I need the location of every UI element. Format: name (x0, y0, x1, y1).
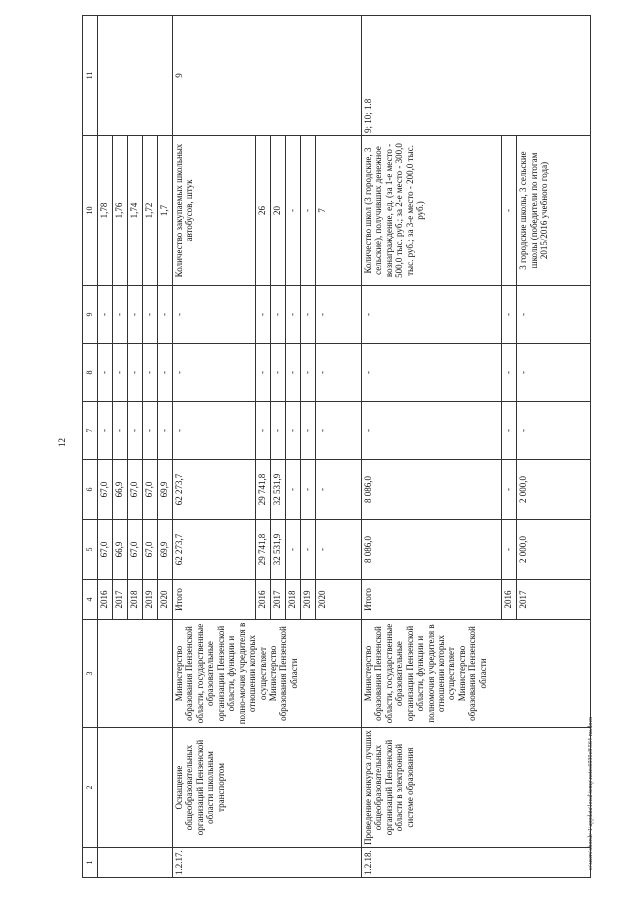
value-cell: 67,0 (128, 460, 143, 520)
value-cell: - (128, 286, 143, 344)
value-cell: - (502, 286, 517, 344)
value-cell: - (255, 286, 270, 344)
indicator-name: Количество закупаемых школьных автобусов, штук (173, 136, 256, 286)
value-cell: 66,9 (113, 520, 128, 580)
indicator-cell: Количество школ (3 городские, 3 сельские), получивших денежное вознаграждение, ед. (за 1-е место - 500,0 тыс. руб.; за 2-е место - 300,0 тыс. руб.; за 3-е место - 200,0 тыс. руб.) (361, 136, 502, 286)
indicator-cell: 1,7 (158, 136, 173, 286)
indicator-cell: 1,72 (143, 136, 158, 286)
value-cell: 62 273,7 (173, 520, 256, 580)
year-cell: 2018 (128, 580, 143, 620)
empty-cell (98, 848, 173, 878)
value-cell: - (270, 344, 285, 402)
value-cell: - (158, 402, 173, 460)
value-cell: - (285, 344, 300, 402)
value-cell: - (315, 520, 361, 580)
header-cell: 7 (83, 402, 98, 460)
value-cell: - (158, 344, 173, 402)
value-cell: - (300, 402, 315, 460)
indicator-cell: 20 (270, 136, 285, 286)
measure-name: Проведение конкурса лучших общеобразовательных организаций Пензенской области в электронной системе образования (361, 728, 590, 848)
value-cell: - (502, 402, 517, 460)
indicator-cell: - (502, 136, 517, 286)
value-cell: - (113, 344, 128, 402)
value-cell: - (517, 344, 591, 402)
rotated-landscape-sheet (82, 16, 591, 878)
year-cell: 2017 (517, 580, 591, 620)
value-cell: 67,0 (143, 460, 158, 520)
value-cell: - (270, 286, 285, 344)
value-cell: - (270, 402, 285, 460)
value-cell: - (173, 402, 256, 460)
header-row (83, 16, 98, 878)
value-cell: 2 000,0 (517, 460, 591, 520)
value-cell: 8 086,0 (361, 520, 502, 580)
value-cell: 67,0 (128, 520, 143, 580)
year-cell: 2016 (502, 580, 517, 620)
value-cell: 2 000,0 (517, 520, 591, 580)
header-cell: 2 (83, 728, 98, 848)
value-cell: - (361, 402, 502, 460)
indicator-cell: 26 (255, 136, 270, 286)
table-row (361, 16, 502, 878)
measure-number: 1.2.18. (361, 848, 590, 878)
value-cell: - (300, 460, 315, 520)
value-cell: - (113, 286, 128, 344)
header-cell: 6 (83, 460, 98, 520)
value-cell: - (285, 520, 300, 580)
value-cell: 8 086,0 (361, 460, 502, 520)
value-cell: - (285, 402, 300, 460)
value-cell: 32 531,9 (270, 520, 285, 580)
header-cell: 3 (83, 620, 98, 728)
value-cell: - (315, 344, 361, 402)
value-cell: - (315, 286, 361, 344)
value-cell: - (285, 286, 300, 344)
header-cell: 11 (83, 16, 98, 136)
value-cell: - (502, 344, 517, 402)
value-cell: - (173, 344, 256, 402)
value-cell: - (128, 344, 143, 402)
measure-name: Оснащение общеобразовательных организаций Пензенской области школьным транспортом (173, 728, 362, 848)
value-cell: - (300, 286, 315, 344)
indicator-cell: 1,78 (98, 136, 113, 286)
year-cell: 2018 (285, 580, 300, 620)
indicator-cell: 1,74 (128, 136, 143, 286)
header-cell: 1 (83, 848, 98, 878)
measure-executor: Министерство образования Пензенской области, государственные образовательные организации Пензенской области, функции и полномочия учредителя в отношении которых осуществляет Министерство образования Пензенской области (361, 620, 590, 728)
value-cell: - (300, 520, 315, 580)
year-cell: 2016 (98, 580, 113, 620)
value-cell: - (361, 286, 502, 344)
link-cell: 9; 10; 1.8 (361, 16, 590, 136)
value-cell: - (143, 402, 158, 460)
value-cell: - (285, 460, 300, 520)
year-cell: 2016 (255, 580, 270, 620)
value-cell: 69,9 (158, 520, 173, 580)
value-cell: 67,0 (98, 460, 113, 520)
table-row (98, 16, 113, 878)
value-cell: 67,0 (143, 520, 158, 580)
header-cell: 9 (83, 286, 98, 344)
value-cell: - (517, 286, 591, 344)
year-cell: 2017 (113, 580, 128, 620)
value-cell: - (255, 402, 270, 460)
value-cell: - (143, 344, 158, 402)
indicator-cell: 1,76 (113, 136, 128, 286)
value-cell: - (98, 344, 113, 402)
value-cell: 69,9 (158, 460, 173, 520)
value-cell: - (517, 402, 591, 460)
value-cell: 32 531,9 (270, 460, 285, 520)
value-cell: - (98, 402, 113, 460)
value-cell: - (300, 344, 315, 402)
indicator-cell: - (285, 136, 300, 286)
program-measures-table (82, 15, 591, 878)
value-cell: - (158, 286, 173, 344)
year-cell: 2019 (143, 580, 158, 620)
year-cell: 2019 (300, 580, 315, 620)
value-cell: - (315, 460, 361, 520)
value-cell: - (143, 286, 158, 344)
year-cell: 2020 (315, 580, 361, 620)
value-cell: 67,0 (98, 520, 113, 580)
value-cell: - (98, 286, 113, 344)
indicator-cell: 3 городские школы, 3 сельские школы (победители по итогам 2015/2016 учебного года) (517, 136, 591, 286)
header-cell: 5 (83, 520, 98, 580)
header-cell: 10 (83, 136, 98, 286)
empty-cell (98, 728, 173, 848)
value-cell: 29 741,8 (255, 520, 270, 580)
value-cell: - (502, 460, 517, 520)
empty-cell (98, 620, 173, 728)
value-cell: - (361, 344, 502, 402)
link-cell: 9 (173, 16, 362, 136)
empty-cell (98, 16, 173, 136)
indicator-cell: - (300, 136, 315, 286)
value-cell: - (255, 344, 270, 402)
value-cell: - (113, 402, 128, 460)
table-row (173, 16, 256, 878)
year-cell: Итого (361, 580, 502, 620)
value-cell: 62 273,7 (173, 460, 256, 520)
value-cell: - (315, 402, 361, 460)
value-cell: - (128, 402, 143, 460)
header-cell: 8 (83, 344, 98, 402)
year-cell: 2017 (270, 580, 285, 620)
indicator-cell: 7 (315, 136, 361, 286)
value-cell: 66,9 (113, 460, 128, 520)
value-cell: 29 741,8 (255, 460, 270, 520)
value-cell: - (173, 286, 256, 344)
year-cell: 2020 (158, 580, 173, 620)
page-number: 12 (57, 438, 67, 447)
measure-executor: Министерство образования Пензенской области, государственные образовательные организации Пензенской области, функции и полно-мочия учредителя в отношении которых осуществляет Министерство образования Пензенской области (173, 620, 362, 728)
year-cell: Итого (173, 580, 256, 620)
footer-file-path: c:\users\sborsh~1\appdata\local\temp\notes6030c8\564-nu.docx (588, 716, 594, 870)
value-cell: - (502, 520, 517, 580)
measure-number: 1.2.17. (173, 848, 362, 878)
header-cell: 4 (83, 580, 98, 620)
